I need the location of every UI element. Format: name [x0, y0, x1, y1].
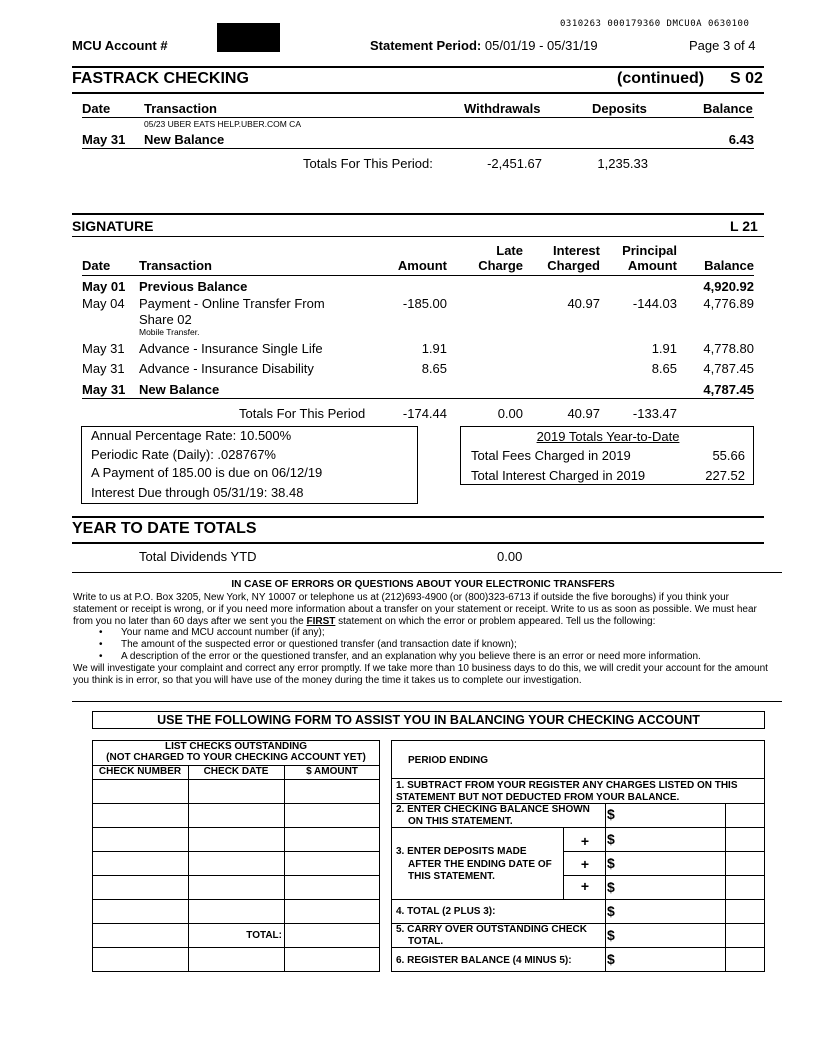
sig-col-interest-2: Charged	[547, 258, 600, 273]
page-number: Page 3 of 4	[689, 38, 756, 53]
dividends-label: Total Dividends YTD	[139, 549, 257, 564]
check-number-cell[interactable]	[93, 780, 188, 803]
signature-totals-late: 0.00	[497, 406, 523, 421]
step-5-line-2: TOTAL.	[408, 935, 444, 947]
form-title-box	[92, 711, 765, 729]
table-row-desc: New Balance	[139, 382, 220, 397]
table-row-amount: -185.00	[402, 296, 447, 311]
table-row-interest: 40.97	[567, 296, 600, 311]
register-balance-input[interactable]	[620, 948, 724, 971]
step-2-line-1: 2. ENTER CHECKING BALANCE SHOWN	[396, 804, 590, 815]
table-row-desc-2: Share 02	[139, 312, 192, 327]
transaction-memo: 05/23 UBER EATS HELP.UBER.COM CA	[144, 119, 301, 129]
statement-code: 0310263 000179360 DMCU0A 0630100	[560, 19, 750, 29]
table-row-desc: Previous Balance	[139, 279, 248, 294]
total-label: TOTAL:	[246, 930, 282, 941]
step-2	[396, 804, 590, 827]
col-balance: Balance	[703, 101, 753, 116]
step-3	[396, 846, 552, 884]
ytd-title: YEAR TO DATE TOTALS	[72, 520, 257, 537]
plus-sign: +	[580, 833, 590, 849]
dollar-sign: $	[607, 951, 615, 967]
errors-para1-first: FIRST	[306, 615, 336, 627]
ytd-box-title: 2019 Totals Year-to-Date	[536, 429, 680, 444]
col-check-date: CHECK DATE	[203, 766, 269, 777]
table-row-date: May 31	[82, 382, 126, 397]
signature-title: SIGNATURE	[72, 218, 154, 234]
sig-col-late-1: Late	[496, 243, 523, 258]
fastrack-continued: (continued)	[617, 70, 705, 87]
table-row-desc: Advance - Insurance Disability	[139, 361, 314, 376]
col-deposits: Deposits	[592, 101, 647, 116]
new-balance-label: New Balance	[144, 132, 225, 147]
ytd-interest-value: 227.52	[705, 468, 745, 483]
fastrack-totals-withdrawals: -2,451.67	[487, 156, 542, 171]
ytd-fees-label: Total Fees Charged in 2019	[471, 448, 631, 463]
signature-totals-label: Totals For This Period	[239, 406, 366, 421]
outstanding-header-2: (NOT CHARGED TO YOUR CHECKING ACCOUNT YET)	[106, 752, 366, 763]
errors-para1	[73, 592, 773, 627]
table-row-desc: Payment - Online Transfer From	[139, 296, 325, 311]
plus-sign: +	[580, 878, 590, 894]
new-balance-date: May 31	[82, 132, 126, 147]
step-3-line-2: AFTER THE ENDING DATE OF	[408, 858, 552, 870]
form-title: USE THE FOLLOWING FORM TO ASSIST YOU IN BALANCING YOUR CHECKING ACCOUNT	[157, 713, 700, 727]
ytd-interest-label: Total Interest Charged in 2019	[471, 468, 646, 483]
table-row-balance: 4,778.80	[703, 341, 754, 356]
dollar-sign: $	[607, 903, 615, 919]
table-row-memo: Mobile Transfer.	[139, 327, 200, 337]
ytd-totals-box	[460, 426, 754, 485]
sig-col-late	[443, 243, 523, 273]
col-date: Date	[82, 101, 111, 116]
dollar-sign: $	[607, 806, 615, 822]
errors-notice	[73, 592, 773, 686]
table-row-principal: -144.03	[632, 296, 677, 311]
table-row-principal: 8.65	[651, 361, 677, 376]
errors-para1-text: Write to us at P.O. Box 3205, New York, NY 10007 or telephone us at (212)693-4900 (or (800)323-6713 if outside the five boroughs) if you think your statement or receipt is wrong, or if you need more information about a transfer on your statement or receipt. Write to us as soon as possible. We must hear from you no later than 60 days after we sent you the	[73, 592, 757, 627]
rate-line: Annual Percentage Rate: 10.500%	[91, 428, 292, 443]
list-item: • The amount of the suspected error or questioned transfer (and transaction date if known);	[73, 639, 773, 651]
redacted-account-number	[217, 23, 280, 52]
balance-input[interactable]	[620, 804, 724, 826]
dollar-sign: $	[607, 879, 615, 895]
signature-code: L 21	[730, 218, 758, 234]
deposit-input[interactable]	[620, 852, 724, 874]
rate-line: Periodic Rate (Daily): .028767%	[91, 447, 276, 462]
step-4: 4. TOTAL (2 PLUS 3):	[396, 906, 496, 917]
outstanding-header-1: LIST CHECKS OUTSTANDING	[164, 741, 308, 752]
col-transaction: Transaction	[144, 101, 217, 116]
rate-line: A Payment of 185.00 is due on 06/12/19	[91, 465, 323, 480]
fastrack-code: S 02	[730, 70, 763, 87]
step-6: 6. REGISTER BALANCE (4 MINUS 5):	[396, 955, 572, 966]
deposit-input[interactable]	[620, 876, 724, 898]
sig-col-transaction: Transaction	[139, 258, 212, 273]
signature-totals-amount: -174.44	[402, 406, 447, 421]
statement-period	[370, 38, 598, 53]
sig-col-late-2: Charge	[478, 258, 523, 273]
errors-para1-text-end: statement on which the error or problem appeared. Tell us the following:	[335, 615, 656, 627]
errors-para2: We will investigate your complaint and correct any error promptly. If we take more than 10 business days to do this, we will credit your account for the amount you think is in error, so that you will have use of the money during the time it takes us to complete our investigation.	[73, 662, 768, 686]
check-amount-cell[interactable]	[285, 780, 379, 803]
col-withdrawals: Withdrawals	[464, 101, 541, 116]
table-row-principal: 1.91	[651, 341, 677, 356]
total-amount-cell[interactable]	[285, 924, 379, 947]
list-item: • A description of the error or the questioned transfer, and an explanation why you believe there is an error or need more information.	[73, 651, 773, 663]
rates-box	[81, 426, 418, 504]
dollar-sign: $	[607, 855, 615, 871]
statement-period-value: 05/01/19 - 05/31/19	[484, 38, 598, 53]
check-date-cell[interactable]	[189, 780, 284, 803]
sig-col-amount: Amount	[397, 258, 447, 273]
period-ending-label: PERIOD ENDING	[408, 755, 489, 766]
total-input[interactable]	[620, 900, 724, 922]
table-row-date: May 01	[82, 279, 126, 294]
list-item: • Your name and MCU account number (if any);	[73, 627, 773, 639]
dollar-sign: $	[607, 831, 615, 847]
step-5	[396, 924, 587, 947]
table-row-balance: 4,787.45	[703, 382, 754, 397]
table-row-amount: 8.65	[421, 361, 447, 376]
step-1: 1. SUBTRACT FROM YOUR REGISTER ANY CHARGES LISTED ON THIS STATEMENT BUT NOT DEDUCTED FROM YOUR BALANCE.	[396, 780, 738, 803]
signature-totals-interest: 40.97	[567, 406, 600, 421]
errors-bullets	[73, 627, 773, 662]
statement-period-label: Statement Period:	[370, 38, 482, 53]
fastrack-title: FASTRACK CHECKING	[72, 70, 249, 87]
sig-col-principal-1: Principal	[622, 243, 677, 258]
errors-title: IN CASE OF ERRORS OR QUESTIONS ABOUT YOUR ELECTRONIC TRANSFERS	[231, 579, 615, 590]
sig-col-interest	[520, 243, 600, 273]
sig-col-balance: Balance	[704, 258, 754, 273]
table-row-date: May 31	[82, 341, 125, 356]
rate-line: Interest Due through 05/31/19: 38.48	[91, 485, 304, 500]
col-check-number: CHECK NUMBER	[98, 766, 182, 777]
step-3-line-3: THIS STATEMENT.	[408, 871, 495, 882]
new-balance-value: 6.43	[728, 132, 754, 147]
outstanding-total-input[interactable]	[620, 924, 724, 946]
outstanding-header	[92, 741, 380, 763]
table-row-balance: 4,920.92	[703, 279, 754, 294]
table-row-balance: 4,787.45	[703, 361, 754, 376]
plus-sign: +	[580, 856, 590, 872]
ytd-fees-value: 55.66	[712, 448, 745, 463]
step-5-line-1: 5. CARRY OVER OUTSTANDING CHECK	[396, 924, 587, 935]
signature-totals-principal: -133.47	[632, 406, 677, 421]
fastrack-totals-label: Totals For This Period:	[303, 156, 433, 171]
col-check-amount: $ AMOUNT	[306, 766, 358, 777]
sig-col-interest-1: Interest	[553, 243, 600, 258]
table-row-balance: 4,776.89	[703, 296, 754, 311]
account-label: MCU Account #	[72, 38, 168, 53]
table-row-date: May 31	[82, 361, 125, 376]
sig-col-principal-2: Amount	[627, 258, 677, 273]
deposit-input[interactable]	[620, 828, 724, 850]
dividends-value: 0.00	[497, 549, 523, 564]
step-3-line-1: 3. ENTER DEPOSITS MADE	[396, 846, 527, 857]
table-row-date: May 04	[82, 296, 125, 311]
table-row-desc: Advance - Insurance Single Life	[139, 341, 323, 356]
fastrack-totals-deposits: 1,235.33	[597, 156, 648, 171]
dollar-sign: $	[607, 927, 615, 943]
table-row-amount: 1.91	[421, 341, 447, 356]
sig-col-date: Date	[82, 258, 111, 273]
step-2-line-2: ON THIS STATEMENT.	[408, 815, 513, 827]
